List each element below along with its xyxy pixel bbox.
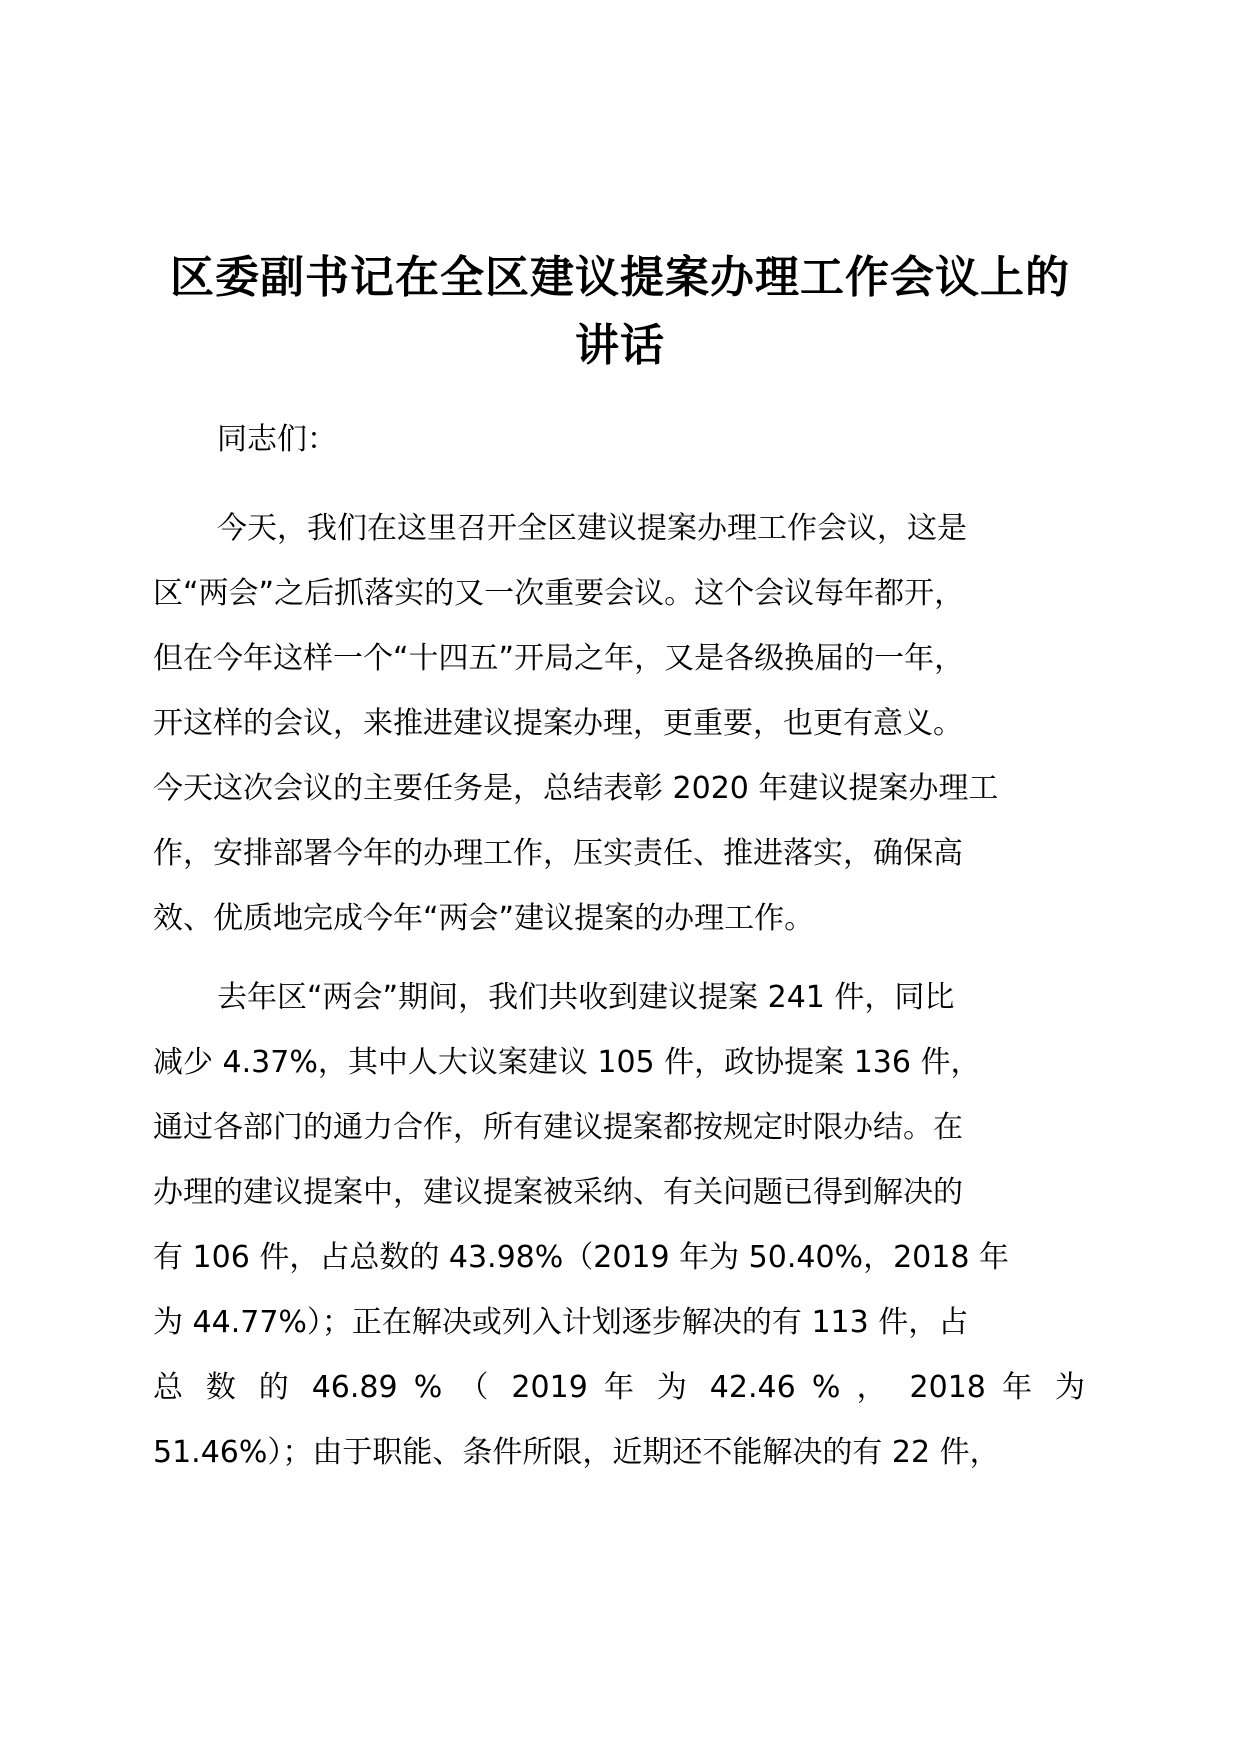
paragraph-1-line: 作，安排部署今年的办理工作，压实责任、推进落实，确保高: [153, 836, 963, 871]
paragraph-1-line: 区“两会”之后抓落实的又一次重要会议。这个会议每年都开，: [153, 576, 965, 611]
salutation-text: 同志们：: [217, 422, 337, 457]
title-line-2: 讲话: [575, 320, 665, 371]
paragraph-2-line: 去年区“两会”期间，我们共收到建议提案 241 件，同比: [217, 980, 955, 1015]
paragraph-2-line: 有 106 件，占总数的 43.98%（2019 年为 50.40%，2018 年: [153, 1240, 1009, 1275]
paragraph-1-line: 今天这次会议的主要任务是，总结表彰 2020 年建议提案办理工: [153, 771, 999, 806]
title-line-1: 区委副书记在全区建议提案办理工作会议上的: [170, 252, 1070, 303]
paragraph-2-line: 总 数 的 46.89 % （ 2019 年 为 42.46 % ， 2018 年 为: [153, 1370, 1085, 1405]
document-title: [150, 244, 1090, 380]
paragraph-2-line: 通过各部门的通力合作，所有建议提案都按规定时限办结。在: [153, 1110, 963, 1145]
paragraph-1-line: 效、优质地完成今年“两会”建议提案的办理工作。: [153, 901, 815, 936]
paragraph-2-line: 51.46%）；由于职能、条件所限，近期还不能解决的有 22 件，: [153, 1435, 1000, 1470]
paragraph-1-line: 但在今年这样一个“十四五”开局之年，又是各级换届的一年，: [153, 641, 965, 676]
paragraph-2-line: 为 44.77%）；正在解决或列入计划逐步解决的有 113 件，占: [153, 1305, 969, 1340]
paragraph-1-line: 今天，我们在这里召开全区建议提案办理工作会议，这是: [217, 511, 967, 546]
paragraph-2-line: 减少 4.37%，其中人大议案建议 105 件，政协提案 136 件，: [153, 1045, 981, 1080]
salutation: [153, 407, 1085, 472]
paragraph-2-line: 办理的建议提案中，建议提案被采纳、有关问题已得到解决的: [153, 1175, 963, 1210]
paragraph-1-line: 开这样的会议，来推进建议提案办理，更重要，也更有意义。: [153, 706, 963, 741]
paragraph-1: [153, 496, 1085, 951]
paragraph-2: [153, 965, 1085, 1485]
